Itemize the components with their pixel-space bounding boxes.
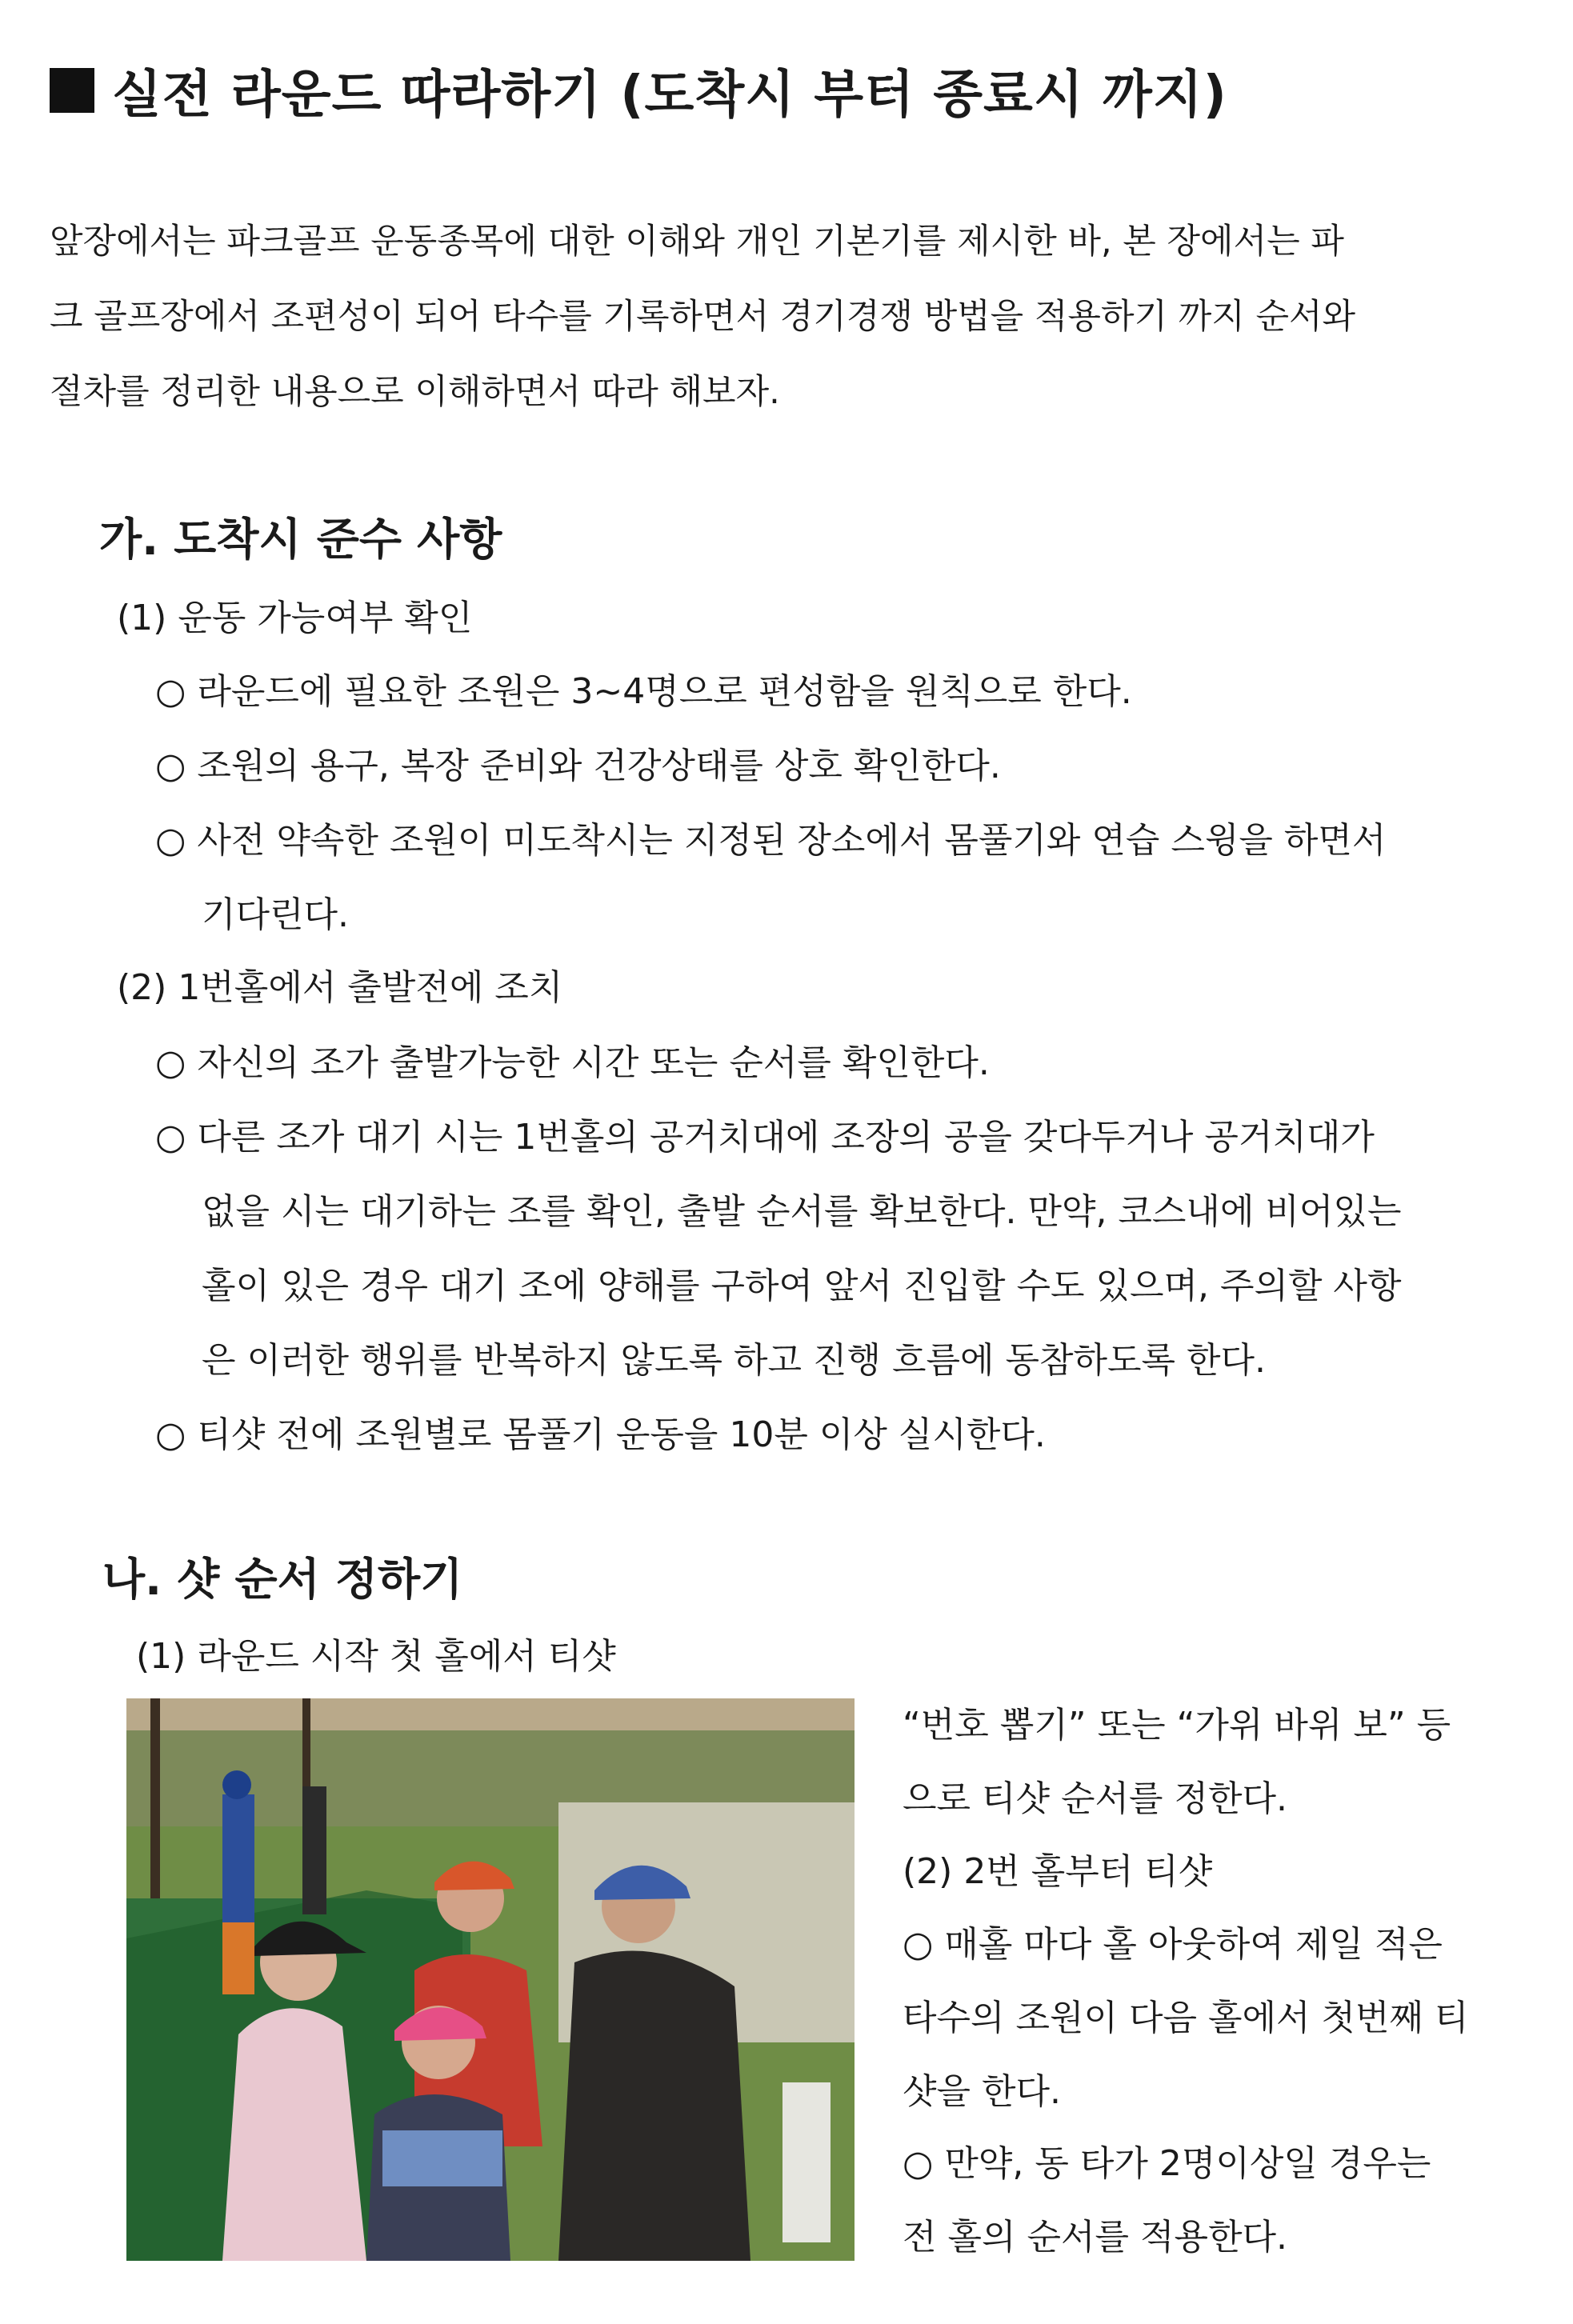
intro-line-1: 앞장에서는 파크골프 운동종목에 대한 이해와 개인 기본기를 제시한 바, 본 장에서는 파 (50, 222, 1344, 262)
section-ga-bullet-4: ○ 자신의 조가 출발가능한 시간 또는 순서를 확인한다. (155, 1042, 990, 1083)
section-ga-sub-2: (2) 1번홀에서 출발전에 조치 (117, 967, 563, 1008)
page-title: 실전 라운드 따라하기 (도착시 부터 종료시 까지) (112, 66, 1227, 125)
right-line-4: ○ 매홀 마다 홀 아웃하여 제일 적은 (903, 1924, 1443, 1965)
right-line-6: 샷을 한다. (903, 2071, 1061, 2112)
right-line-2: 으로 티샷 순서를 정한다. (903, 1778, 1287, 1819)
right-line-3: (2) 2번 홀부터 티샷 (903, 1851, 1213, 1892)
section-na-sub-1: (1) 라운드 시작 첫 홀에서 티샷 (136, 1636, 616, 1677)
golfers-photo (126, 1698, 855, 2261)
section-ga-sub-1: (1) 운동 가능여부 확인 (117, 598, 473, 638)
section-ga-bullet-5: ○ 다른 조가 대기 시는 1번홀의 공거치대에 조장의 공을 갖다두거나 공거치대가 (155, 1117, 1375, 1158)
black-square-icon (50, 68, 94, 113)
right-line-5: 타수의 조원이 다음 홀에서 첫번째 티 (903, 1998, 1469, 2038)
section-ga-bullet-3-cont: 기다린다. (202, 894, 350, 935)
section-ga-bullet-3: ○ 사전 약속한 조원이 미도착시는 지정된 장소에서 몸풀기와 연습 스윙을 하면서 (155, 820, 1387, 861)
section-ga-bullet-1: ○ 라운드에 필요한 조원은 3~4명으로 편성함을 원칙으로 한다. (155, 671, 1132, 712)
section-ga-bullet-2: ○ 조원의 용구, 복장 준비와 건강상태를 상호 확인한다. (155, 746, 1001, 786)
page-title-row (50, 46, 1227, 134)
section-na-heading: 나. 샷 순서 정하기 (102, 1554, 463, 1605)
section-ga-bullet-5-cont-1: 없을 시는 대기하는 조를 확인, 출발 순서를 확보한다. 만약, 코스내에 비어있는 (202, 1191, 1402, 1232)
section-ga-bullet-6: ○ 티샷 전에 조원별로 몸풀기 운동을 10분 이상 실시한다. (155, 1414, 1046, 1455)
section-ga-bullet-5-cont-3: 은 이러한 행위를 반복하지 않도록 하고 진행 흐름에 동참하도록 한다. (202, 1340, 1266, 1381)
right-line-8: 전 홀의 순서를 적용한다. (903, 2217, 1287, 2258)
right-line-1: “번호 뽑기” 또는 “가위 바위 보” 등 (903, 1705, 1451, 1746)
intro-line-2: 크 골프장에서 조편성이 되어 타수를 기록하면서 경기경쟁 방법을 적용하기 까지 순서와 (50, 297, 1356, 337)
intro-line-3: 절차를 정리한 내용으로 이해하면서 따라 해보자. (50, 372, 780, 412)
section-ga-heading: 가. 도착시 준수 사항 (99, 514, 502, 565)
section-ga-bullet-5-cont-2: 홀이 있은 경우 대기 조에 양해를 구하여 앞서 진입할 수도 있으며, 주의할 사항 (202, 1266, 1402, 1306)
right-line-7: ○ 만약, 동 타가 2명이상일 경우는 (903, 2143, 1431, 2184)
